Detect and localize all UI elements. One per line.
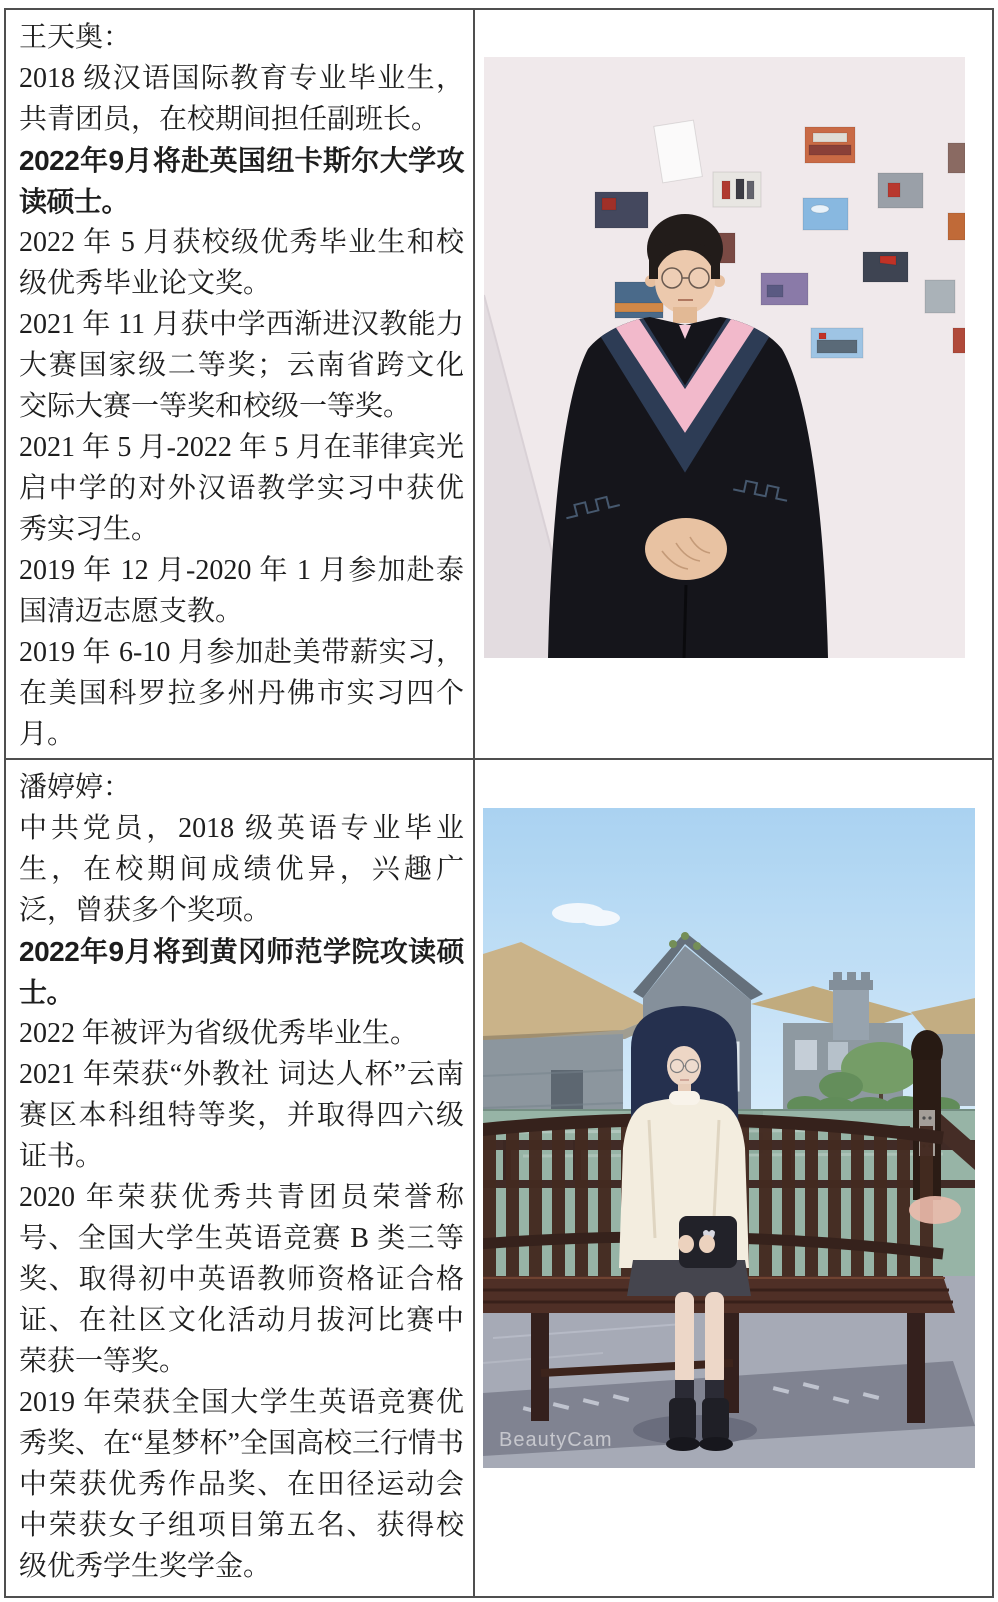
bio-cell-pantingting bbox=[6, 760, 475, 1596]
bio-highlight-paragraph: 2022年9月将到黄冈师范学院攻读硕士。 bbox=[19, 936, 464, 1008]
bio-paragraph: 2021 年 5 月-2022 年 5 月在菲律宾光启中学的对外汉语教学实习中获优秀实习生。 bbox=[19, 432, 464, 545]
bio-paragraph: 2019 年 12 月-2020 年 1 月参加赴泰国清迈志愿支教。 bbox=[19, 555, 464, 627]
bio-paragraph: 王天奥： bbox=[19, 22, 132, 53]
bio-paragraph: 2021 年荣获“外教社 词达人杯”云南赛区本科组特等奖，并取得四六级证书。 bbox=[19, 1059, 464, 1172]
beautycam-watermark: BeautyCam bbox=[499, 1429, 613, 1451]
bio-paragraph: 2022 年 5 月获校级优秀毕业生和校级优秀毕业论文奖。 bbox=[19, 227, 464, 299]
bench-photo-graphic bbox=[483, 808, 975, 1468]
bio-paragraph: 2019 年 6-10 月参加赴美带薪实习，在美国科罗拉多州丹佛市实习四个月。 bbox=[19, 637, 464, 750]
graduation-photo bbox=[484, 57, 965, 658]
bio-paragraph: 2019 年荣获全国大学生英语竞赛优秀奖、在“星梦杯”全国高校三行情书中荣获优秀作品奖、在田径运动会中荣获女子组项目第五名、获得校级优秀学生奖学金。 bbox=[19, 1387, 464, 1582]
photo-cell-pantingting bbox=[475, 760, 992, 1596]
bench-photo bbox=[483, 808, 975, 1468]
bio-paragraph: 中共党员，2018 级英语专业毕业生，在校期间成绩优异，兴趣广泛，曾获多个奖项。 bbox=[19, 813, 464, 926]
graduation-photo-graphic bbox=[484, 57, 965, 658]
bio-highlight-paragraph: 2022年9月将赴英国纽卡斯尔大学攻读硕士。 bbox=[19, 145, 464, 217]
bio-paragraph: 2021 年 11 月获中学西渐进汉教能力大赛国家级二等奖；云南省跨文化交际大赛一等奖和校级一等奖。 bbox=[19, 309, 464, 422]
profile-table bbox=[4, 8, 994, 1598]
bio-paragraph: 2020 年荣获优秀共青团员荣誉称号、全国大学生英语竞赛 B 类三等奖、取得初中英语教师资格证合格证、在社区文化活动月拔河比赛中荣获一等奖。 bbox=[19, 1182, 464, 1377]
bio-paragraph: 2022 年被评为省级优秀毕业生。 bbox=[19, 1018, 419, 1049]
photo-cell-wangtianao bbox=[475, 10, 992, 760]
bio-cell-wangtianao bbox=[6, 10, 475, 760]
bio-paragraph: 2018 级汉语国际教育专业毕业生，共青团员，在校期间担任副班长。 bbox=[19, 63, 464, 135]
bio-paragraph: 潘婷婷： bbox=[19, 772, 132, 803]
